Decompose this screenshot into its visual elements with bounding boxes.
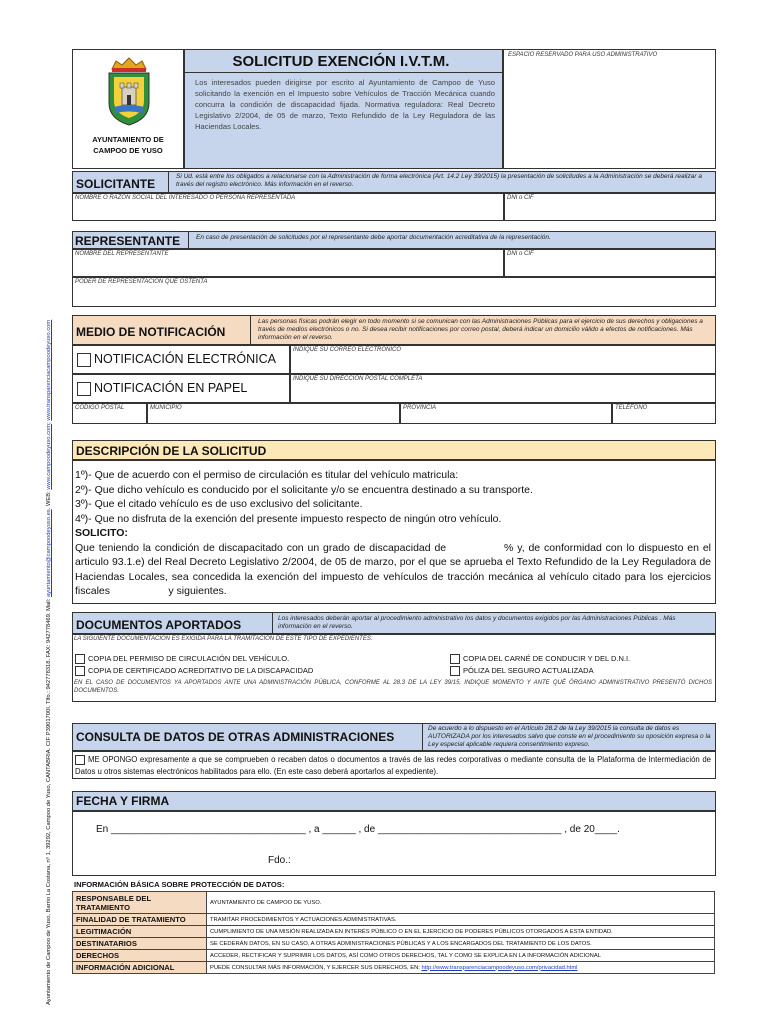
solicitante-dni-label: DNI o CIF bbox=[507, 195, 534, 201]
proteccion-key: LEGITIMACIÓN bbox=[73, 926, 207, 938]
proteccion-table bbox=[72, 891, 715, 974]
solicitante-dni-field[interactable] bbox=[504, 193, 716, 221]
sidebar-web-link-1[interactable]: www.campoodeyuso.com bbox=[46, 423, 52, 490]
codigo-postal-field[interactable] bbox=[72, 403, 147, 424]
notificacion-postal-field[interactable] bbox=[290, 374, 716, 403]
doc-item-1-label: COPIA DEL PERMISO DE CIRCULACIÓN DEL VEHÍCULO. bbox=[88, 654, 290, 663]
representante-note: En caso de presentación de solicitudes por el representante debe aportar documentación acreditativa de la representación. bbox=[196, 234, 551, 241]
firma-fdo: Fdo.: bbox=[268, 855, 291, 866]
proteccion-key: DERECHOS bbox=[73, 950, 207, 962]
notificacion-note: Las personas físicas podrán elegir en todo momento si se comunican con las Administraciones Públicas para el ejercicio de sus derechos y obligaciones a través de medios electrónicos o no. Si desea recibir notificaciones por correo postal, deberá indicar un domicilio válido a efectos de notificaciones. Más información en el reverso. bbox=[258, 318, 703, 341]
representante-name-label: NOMBRE DEL REPRESENTANTE bbox=[75, 251, 169, 257]
representante-poder-label: PODER DE REPRESENTACIÓN QUE OSTENTA bbox=[75, 279, 208, 285]
firma-date-line[interactable]: En ___________________________________ , a ______ , de _________________________________ , de 20____. bbox=[96, 824, 620, 835]
table-row bbox=[73, 950, 715, 962]
doc-item-1[interactable] bbox=[75, 654, 289, 664]
consulta-note: De acuerdo a lo dispuesto en el Artículo 28.2 de la Ley 39/2015 la consulta de datos es AUTORIZADA por los interesados salvo que conste en el procedimiento su oposición expresa o la Ley especial aplicable requiera consentimiento expreso. bbox=[428, 725, 711, 748]
representante-section bbox=[72, 231, 716, 307]
doc-item-4[interactable] bbox=[450, 666, 594, 676]
proteccion-value: AYUNTAMIENTO DE CAMPOO DE YUSO. bbox=[207, 892, 715, 914]
org-name-line2: CAMPOO DE YUSO bbox=[93, 146, 163, 155]
consulta-opposition[interactable] bbox=[75, 754, 711, 778]
doc-item-3-label: COPIA DEL CARNÉ DE CONDUCIR Y DEL D.N.I. bbox=[463, 654, 631, 663]
notificacion-papel-checkbox[interactable] bbox=[77, 382, 91, 396]
admin-space-label: ESPACIO RESERVADO PARA USO ADMINISTRATIVO bbox=[508, 52, 658, 58]
proteccion-key: FINALIDAD DE TRATAMIENTO bbox=[73, 914, 207, 926]
provincia-label: PROVINCIA bbox=[403, 405, 437, 411]
doc-item-4-checkbox[interactable] bbox=[450, 666, 460, 676]
proteccion-info-text: PUEDE CONSULTAR MÁS INFORMACIÓN, Y EJERCER SUS DERECHOS, EN: bbox=[210, 964, 422, 971]
proteccion-title: INFORMACIÓN BÁSICA SOBRE PROTECCIÓN DE DATOS: bbox=[74, 880, 285, 889]
header-logo-box bbox=[72, 49, 184, 169]
notificacion-papel-label: NOTIFICACIÓN EN PAPEL bbox=[94, 381, 248, 395]
firma-body-box bbox=[72, 811, 716, 876]
sidebar-contact-text bbox=[46, 105, 58, 1005]
municipio-field[interactable] bbox=[147, 403, 400, 424]
proteccion-value: SE CEDERÁN DATOS, EN SU CASO, A OTRAS ADMINISTRACIONES PÚBLICAS Y A LOS ENCARGADOS DEL TRATAMIENTO DE LOS DATOS. bbox=[207, 938, 715, 950]
descripcion-item-1: 1º)- Que de acuerdo con el permiso de circulación es titular del vehículo matricula: bbox=[75, 469, 459, 481]
proteccion-value: CUMPLIMIENTO DE UNA MISIÓN REALIZADA EN INTERÉS PÚBLICO O EN EL EJERCICIO DE PODERES PÚBLICOS OTORGADOS A ESTA ENTIDAD. bbox=[207, 926, 715, 938]
descripcion-section bbox=[72, 440, 716, 604]
notificacion-electronica-row bbox=[77, 352, 276, 367]
proteccion-value: ACCEDER, RECTIFICAR Y SUPRIMIR LOS DATOS, ASÍ COMO OTROS DERECHOS, TAL Y COMO SE EXPLICA EN LA INFORMACIÓN ADICIONAL bbox=[207, 950, 715, 962]
telefono-label: TELÉFONO bbox=[615, 405, 648, 411]
notificacion-electronica-label: NOTIFICACIÓN ELECTRÓNICA bbox=[94, 352, 276, 366]
table-row bbox=[73, 892, 715, 914]
coat-of-arms-logo bbox=[104, 55, 154, 127]
documentos-note: Los interesados deberán aportar al procedimiento administrativo los datos y documentos exigidos por las Administraciones Públicas . Más información en el reverso. bbox=[278, 615, 676, 630]
consulta-opposition-checkbox[interactable] bbox=[75, 755, 85, 765]
doc-item-2-label: COPIA DE CERTIFICADO ACREDITATIVO DE LA DISCAPACIDAD bbox=[88, 666, 314, 675]
solicito-label: SOLICITO: bbox=[75, 527, 128, 539]
sidebar-mail-link[interactable]: ayuntamiento@campoodeyuso.es bbox=[46, 509, 52, 598]
notificacion-email-label: INDIQUE SU CORREO ELECTRÓNICO bbox=[293, 347, 402, 353]
telefono-field[interactable] bbox=[612, 403, 716, 424]
proteccion-key: INFORMACIÓN ADICIONAL bbox=[73, 962, 207, 974]
consulta-title: CONSULTA DE DATOS DE OTRAS ADMINISTRACIONES bbox=[76, 730, 395, 744]
notificacion-papel-option[interactable] bbox=[72, 374, 290, 403]
table-row bbox=[73, 914, 715, 926]
solicito-body: Que teniendo la condición de discapacitado con un grado de discapacidad de % y, de conformidad con lo dispuesto en el articulo 93.1.e) del Real Decreto Legislativo 2/2004, de 05 de marzo, por el que se aprueba el Texto Refundido de la Ley Reguladora de Haciendas Locales, sea concedida la exención del impuesto de vehículos de tracción mecánica al vehículo citado para los ejercicios fiscales y siguientes. bbox=[75, 541, 714, 597]
table-row bbox=[73, 938, 715, 950]
notificacion-title: MEDIO DE NOTIFICACIÓN bbox=[76, 325, 226, 339]
documentos-footnote: EN EL CASO DE DOCUMENTOS YA APORTADOS ANTE UNA ADMINISTRACIÓN PÚBLICA, CONFORME AL 28.3 DE LA LEY 39/15, INDIQUE MOMENTO Y ANTE QUÉ ÓRGANO ADMINISTRATIVO PRESENTÓ DICHOS DOCUMENTOS. bbox=[74, 680, 712, 694]
org-name bbox=[73, 134, 183, 156]
notificacion-email-field[interactable] bbox=[290, 345, 716, 374]
representante-name-field[interactable] bbox=[72, 249, 504, 277]
descripcion-title: DESCRIPCIÓN DE LA SOLICITUD bbox=[76, 444, 267, 458]
consulta-opposition-text: ME OPONGO expresamente a que se comprueben o recaben datos o documentos a través de las redes corporativas o mediante consulta de la Plataforma de Intermediación de Datos u otros sistemas electrónicos habilitados para ello. (En este caso deberá aportarlos al expediente). bbox=[75, 755, 711, 776]
page-title: SOLICITUD EXENCIÓN I.V.T.M. bbox=[232, 53, 450, 70]
org-name-line1: AYUNTAMIENTO DE bbox=[92, 135, 164, 144]
admin-space-box bbox=[503, 49, 716, 169]
doc-item-2-checkbox[interactable] bbox=[75, 666, 85, 676]
descripcion-item-3: 3º)- Que el citado vehículo es de uso exclusivo del solicitante. bbox=[75, 498, 363, 510]
solicitante-note: Si Ud. está entre los obligados a relacionarse con la Administración de forma electrónica (Art. 14.2 Ley 39/2015) la presentación de solicitudes a la Administración se deberá realizar a través del registro electrónico. Más información en el reverso. bbox=[176, 173, 702, 188]
proteccion-key: RESPONSABLE DEL TRATAMIENTO bbox=[73, 892, 207, 914]
doc-item-1-checkbox[interactable] bbox=[75, 654, 85, 664]
solicitante-title: SOLICITANTE bbox=[76, 177, 156, 191]
sidebar-web-link-2[interactable]: www.transparenciacampoodeyuso.com bbox=[46, 319, 52, 421]
representante-title: REPRESENTANTE bbox=[75, 234, 181, 248]
sidebar-web-label: . WEB: bbox=[46, 489, 52, 510]
solicitante-section bbox=[72, 171, 716, 221]
municipio-label: MUNICIPIO bbox=[150, 405, 182, 411]
representante-poder-field[interactable] bbox=[72, 277, 716, 307]
documentos-required: LA SIGUIENTE DOCUMENTACIÓN ES EXIGIDA PARA LA TRAMITACIÓN DE ESTE TIPO DE EXPEDIENTES: bbox=[74, 636, 373, 642]
provincia-field[interactable] bbox=[400, 403, 612, 424]
representante-dni-field[interactable] bbox=[504, 249, 716, 277]
consulta-section bbox=[72, 723, 716, 779]
documentos-section bbox=[72, 612, 716, 702]
table-row bbox=[73, 962, 715, 974]
descripcion-item-4: 4º)- Que no disfruta de la exención del presente impuesto respecto de ningún otro vehículo. bbox=[75, 512, 502, 525]
doc-item-4-label: PÓLIZA DEL SEGURO ACTUALIZADA bbox=[463, 666, 594, 675]
doc-item-3[interactable] bbox=[450, 654, 630, 664]
doc-item-2[interactable] bbox=[75, 666, 313, 676]
proteccion-key: DESTINATARIOS bbox=[73, 938, 207, 950]
notificacion-section bbox=[72, 315, 716, 424]
privacy-link[interactable]: http://www.transparenciacampoodeyuso.com/privacidad.html bbox=[421, 964, 578, 971]
codigo-postal-label: CÓDIGO POSTAL bbox=[75, 405, 125, 411]
firma-title: FECHA Y FIRMA bbox=[76, 794, 170, 808]
table-row bbox=[73, 926, 715, 938]
doc-item-3-checkbox[interactable] bbox=[450, 654, 460, 664]
notificacion-electronica-checkbox[interactable] bbox=[77, 353, 91, 367]
documentos-title: DOCUMENTOS APORTADOS bbox=[76, 618, 242, 632]
representante-dni-label: DNI o CIF bbox=[507, 251, 534, 257]
descripcion-items bbox=[75, 468, 714, 599]
firma-section bbox=[72, 791, 716, 876]
proteccion-value bbox=[207, 962, 715, 974]
notificacion-papel-row bbox=[77, 381, 247, 396]
notificacion-electronica-option[interactable] bbox=[72, 345, 290, 374]
notificacion-postal-label: INDIQUE SU DIRECCIÓN POSTAL COMPLETA bbox=[293, 376, 423, 382]
descripcion-item-2: 2º)- Que dicho vehículo es conducido por el solicitante y/o se encuentra destinado a su transporte. bbox=[75, 483, 533, 496]
sidebar-sep: ; bbox=[46, 420, 52, 424]
intro-text: Los interesados pueden dirigirse por escrito al Ayuntamiento de Campoo de Yuso solicitando la exención en el Impuesto sobre Vehículos de Tracción Mecánica cuando concurra la condición de discapacidad fijada. Normativa reguladora: Real Decreto Legislativo 2/2004, de 05 de marzo, Texto Refundido de la Ley Reguladora de las Haciendas Locales. bbox=[195, 78, 495, 131]
solicitante-name-field[interactable] bbox=[72, 193, 504, 221]
solicitante-name-label: NOMBRE O RAZÓN SOCIAL DEL INTERESADO O PERSONA REPRESENTADA bbox=[75, 195, 296, 201]
sidebar-address: Ayuntamiento de Campoo de Yuso, Barrio La Costana, nº 1, 39292, Campoo de Yuso, CANTABRIA. CIF P3901700I. Tlfo.: 942778318. FAX: 942778469. Mail: bbox=[46, 597, 52, 1005]
proteccion-value: TRAMITAR PROCEDIMIENTOS Y ACTUACIONES ADMINISTRATIVAS. bbox=[207, 914, 715, 926]
header-title-box bbox=[184, 49, 503, 169]
